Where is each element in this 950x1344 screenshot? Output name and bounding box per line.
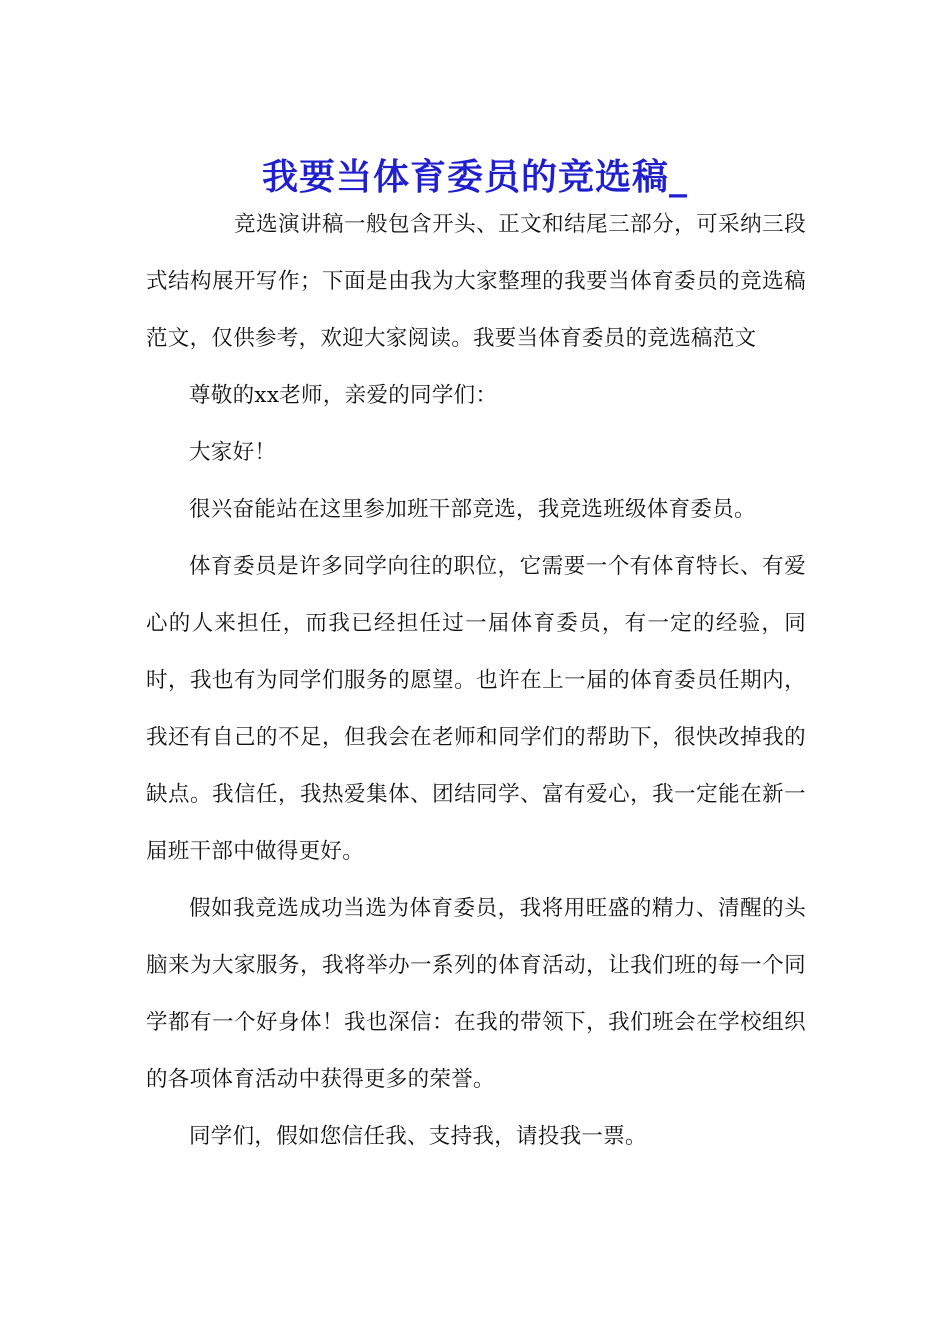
document-title: 我要当体育委员的竞选稿_	[261, 157, 688, 199]
body-paragraph: 假如我竞选成功当选为体育委员，我将用旺盛的精力、清醒的头脑来为大家服务，我将举办一系列的体育活动，让我们班的每一个同学都有一个好身体！我也深信：在我的带领下，我们班会在学校组织的各项体育活动中获得更多的荣誉。	[146, 896, 806, 1092]
greeting-paragraph: 大家好！	[189, 440, 277, 465]
intro-paragraph: 竞选演讲稿一般包含开头、正文和结尾三部分，可采纳三段式结构展开写作；下面是由我为大家整理的我要当体育委员的竞选稿范文，仅供参考，欢迎大家阅读。我要当体育委员的竞选稿范文	[146, 212, 806, 351]
salutation-paragraph: 尊敬的xx老师，亲爱的同学们：	[189, 383, 498, 408]
body-paragraph: 体育委员是许多同学向往的职位，它需要一个有体育特长、有爱心的人来担任，而我已经担任过一届体育委员，有一定的经验，同时，我也有为同学们服务的愿望。也许在上一届的体育委员任期内，我还有自己的不足，但我会在老师和同学们的帮助下，很快改掉我的缺点。我信任，我热爱集体、团结同学、富有爱心，我一定能在新一届班干部中做得更好。	[146, 554, 806, 864]
closing-paragraph: 同学们，假如您信任我、支持我，请投我一票。	[189, 1124, 647, 1149]
body-paragraph: 很兴奋能站在这里参加班干部竞选，我竞选班级体育委员。	[189, 497, 756, 522]
document-body	[146, 196, 806, 1165]
